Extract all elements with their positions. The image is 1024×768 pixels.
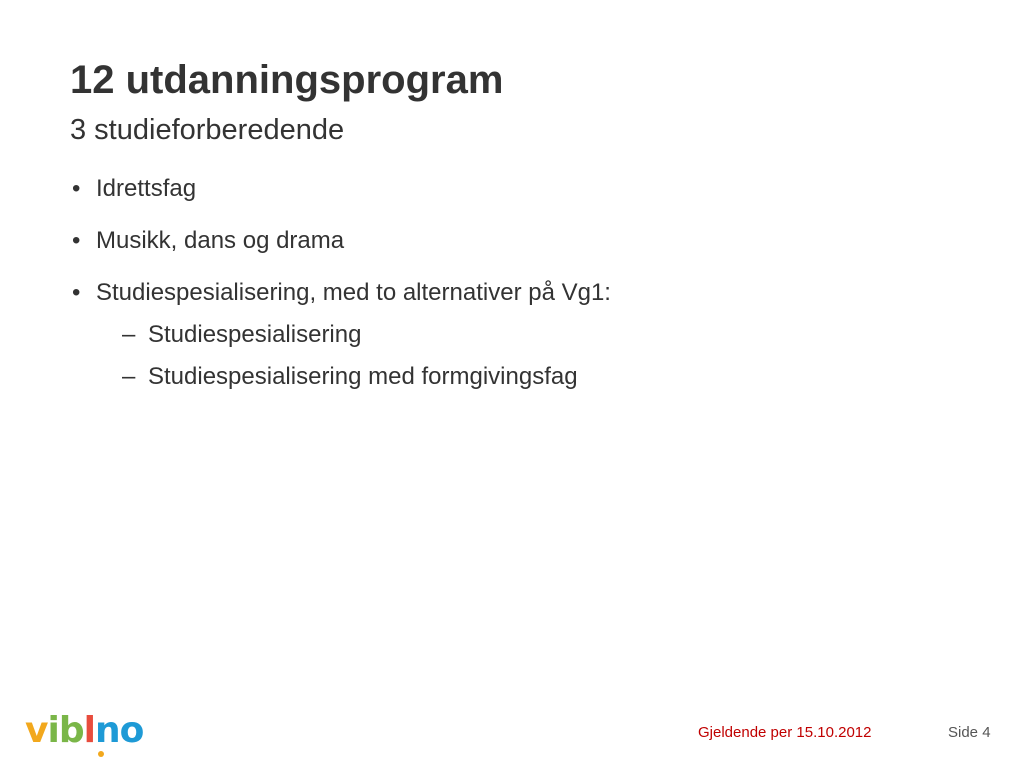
- sub-bullet-item: [122, 320, 970, 350]
- slide-subtitle: 3 studieforberedende: [70, 114, 345, 146]
- bullet-text: Musikk, dans og drama: [96, 227, 345, 254]
- logo-letter: v: [25, 710, 48, 751]
- bullet-list: [70, 174, 970, 414]
- bullet-text: Studiespesialisering, med to alternativer på Vg1:: [96, 279, 611, 306]
- sub-bullet-marker: –: [122, 363, 136, 390]
- bullet-item: [70, 174, 970, 204]
- logo-letter: n: [94, 710, 120, 751]
- bullet-marker: •: [72, 279, 81, 306]
- bullet-marker: •: [72, 175, 81, 202]
- sub-bullet-list: [122, 320, 970, 392]
- sub-bullet-marker: –: [122, 321, 136, 348]
- sub-bullet-text: Studiespesialisering med formgivingsfag: [148, 363, 578, 390]
- footer-date: Gjeldende per 15.10.2012: [698, 724, 872, 741]
- bullet-item: [70, 226, 970, 256]
- viblno-logo: [25, 710, 143, 758]
- bullet-marker: •: [72, 227, 81, 254]
- sub-bullet-item: [122, 362, 970, 392]
- sub-bullet-text: Studiespesialisering: [148, 321, 362, 348]
- slide-title: 12 utdanningsprogram: [70, 58, 504, 102]
- logo-letter: b: [58, 710, 84, 751]
- bullet-text: Idrettsfag: [96, 175, 197, 202]
- bullet-item: [70, 278, 970, 392]
- logo-letter: i: [47, 710, 59, 751]
- logo-letter: o: [119, 710, 144, 751]
- logo-letter: l: [83, 710, 95, 751]
- page-number: Side 4: [948, 724, 991, 741]
- logo-dot-icon: [98, 751, 104, 757]
